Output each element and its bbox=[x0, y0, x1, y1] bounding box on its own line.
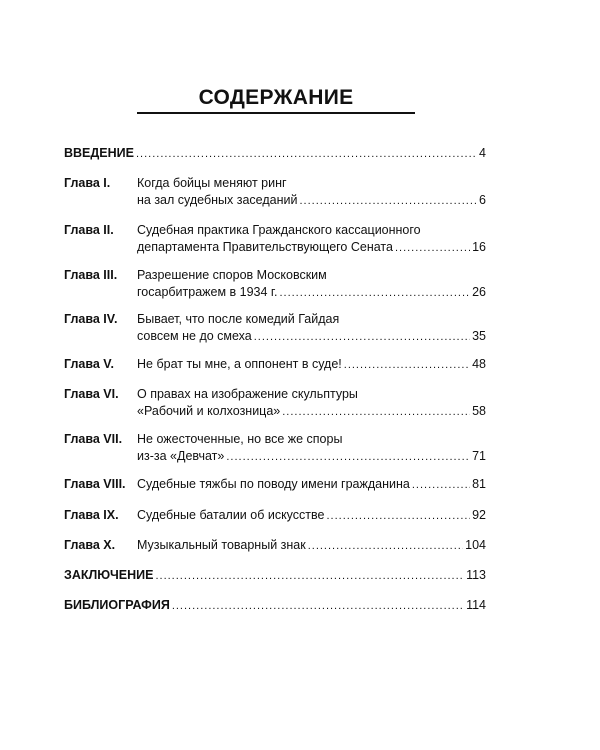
dot-leader bbox=[172, 598, 464, 615]
toc-entry-chapter-3[interactable] bbox=[64, 267, 486, 301]
toc-entry-intro[interactable] bbox=[64, 145, 486, 163]
toc-page-number: 114 bbox=[466, 598, 486, 612]
chapter-title-line: из-за «Девчат» bbox=[137, 449, 225, 463]
dot-leader bbox=[412, 477, 470, 494]
toc-label: БИБЛИОГРАФИЯ bbox=[64, 598, 170, 612]
toc-entry-conclusion[interactable] bbox=[64, 567, 486, 585]
chapter-label: Глава IV. bbox=[64, 312, 118, 326]
toc-label: ВВЕДЕНИЕ bbox=[64, 146, 134, 160]
toc-page-number: 6 bbox=[479, 193, 486, 207]
chapter-title-line: Бывает, что после комедий Гайдая bbox=[137, 312, 340, 326]
chapter-label: Глава III. bbox=[64, 268, 118, 282]
dot-leader bbox=[308, 538, 463, 555]
dot-leader bbox=[254, 329, 470, 346]
toc-entry-chapter-10[interactable] bbox=[64, 537, 486, 554]
dot-leader bbox=[299, 193, 477, 210]
toc-page-number: 92 bbox=[472, 508, 486, 522]
toc-entry-chapter-9[interactable] bbox=[64, 507, 486, 524]
title-underline bbox=[137, 112, 415, 114]
toc-page-number: 81 bbox=[472, 477, 486, 491]
chapter-label: Глава II. bbox=[64, 223, 114, 237]
chapter-title-line: «Рабочий и колхозница» bbox=[137, 404, 281, 418]
chapter-title-line: Не брат ты мне, а оппонент в суде! bbox=[137, 357, 342, 371]
toc-entry-chapter-2[interactable] bbox=[64, 222, 486, 256]
chapter-title-line: Судебные тяжбы по поводу имени гражданина bbox=[137, 477, 410, 491]
toc-page-number: 16 bbox=[472, 240, 486, 254]
toc-entry-chapter-7[interactable] bbox=[64, 431, 486, 465]
dot-leader bbox=[155, 568, 464, 585]
toc-page-number: 35 bbox=[472, 329, 486, 343]
chapter-label: Глава VII. bbox=[64, 432, 123, 446]
chapter-title-line: Не ожесточенные, но все же споры bbox=[137, 432, 343, 446]
page-title: СОДЕРЖАНИЕ bbox=[198, 86, 354, 109]
chapter-title-line: на зал судебных заседаний bbox=[137, 193, 298, 207]
toc-page-number: 104 bbox=[465, 538, 486, 552]
dot-leader bbox=[344, 357, 470, 374]
toc-page-number: 4 bbox=[479, 146, 486, 160]
chapter-title-line: департамента Правительствующего Сената bbox=[137, 240, 393, 254]
chapter-title-line: Музыкальный товарный знак bbox=[137, 538, 306, 552]
chapter-label: Глава X. bbox=[64, 538, 116, 552]
dot-leader bbox=[326, 508, 470, 525]
chapter-label: Глава VI. bbox=[64, 387, 119, 401]
chapter-title-line: госарбитражем в 1934 г. bbox=[137, 285, 278, 299]
chapter-title-line: Судебная практика Гражданского кассационного bbox=[137, 223, 421, 237]
toc-entry-chapter-8[interactable] bbox=[64, 476, 486, 493]
chapter-title-line: О правах на изображение скульптуры bbox=[137, 387, 358, 401]
chapter-title-line: Судебные баталии об искусстве bbox=[137, 508, 325, 522]
chapter-title-line: Разрешение споров Московским bbox=[137, 268, 327, 282]
toc-entry-bibliography[interactable] bbox=[64, 597, 486, 615]
toc-entry-chapter-1[interactable] bbox=[64, 175, 486, 209]
dot-leader bbox=[136, 146, 477, 163]
toc-page-number: 71 bbox=[472, 449, 486, 463]
toc-entry-chapter-6[interactable] bbox=[64, 386, 486, 420]
chapter-label: Глава VIII. bbox=[64, 477, 126, 491]
chapter-label: Глава I. bbox=[64, 176, 111, 190]
toc-label: ЗАКЛЮЧЕНИЕ bbox=[64, 568, 154, 582]
chapter-title-line: совсем не до смеха bbox=[137, 329, 252, 343]
toc-page-number: 26 bbox=[472, 285, 486, 299]
dot-leader bbox=[279, 285, 470, 302]
chapter-title-line: Когда бойцы меняют ринг bbox=[137, 176, 287, 190]
dot-leader bbox=[226, 449, 470, 466]
chapter-label: Глава V. bbox=[64, 357, 114, 371]
dot-leader bbox=[395, 240, 470, 257]
dot-leader bbox=[282, 404, 470, 421]
toc-page-number: 48 bbox=[472, 357, 486, 371]
toc-page-number: 113 bbox=[466, 568, 486, 582]
chapter-label: Глава IX. bbox=[64, 508, 119, 522]
toc-entry-chapter-4[interactable] bbox=[64, 311, 486, 345]
toc-entry-chapter-5[interactable] bbox=[64, 356, 486, 373]
toc-page-number: 58 bbox=[472, 404, 486, 418]
